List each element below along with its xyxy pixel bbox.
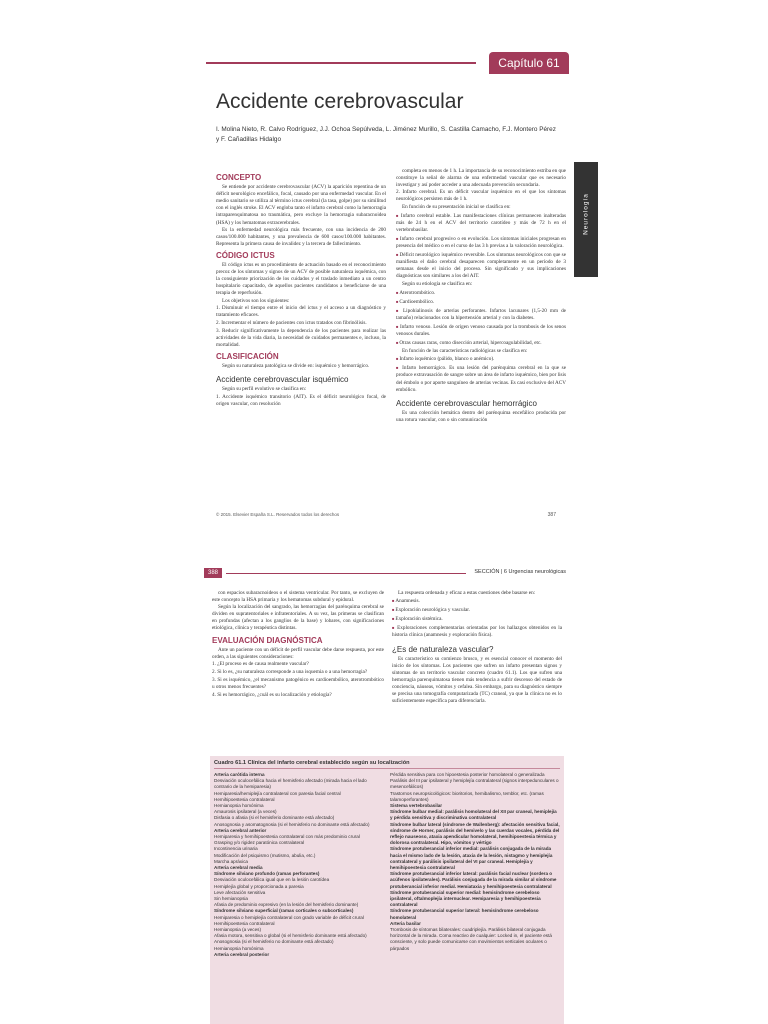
numbered-item: 1. ¿El proceso es de causa realmente vascular?	[212, 660, 309, 667]
page2-number: 388	[204, 568, 222, 578]
bullet-item: ■ Déficit neurológico isquémico reversible. Los síntomas neurológicos con que se manifiesta el daño cerebral desaparecen completamente en un período de 3 semanas desde el inicio del proceso. Sin significado y sus implicaciones diagnósticas son similares a los del AIT.	[396, 251, 566, 280]
box-heading: Síndrome protuberancial inferior lateral: parálisis facial nuclear (sordera o acúfenos ipsilaterales). Parálisis conjugada de la mirada similar al síndrome protuberancial inferior medial. Hemiataxia y hemihipoestesia contralateral	[390, 871, 557, 889]
box-heading: Sistema vertebrobasilar	[390, 803, 443, 809]
box-line: Hemihipoestesia contralateral	[214, 920, 275, 926]
paragraph: En función de las características radiológicas se clasifica en:	[402, 348, 528, 355]
paragraph: Según su naturaleza patológica se divide en: isquémico y hemorrágico.	[222, 363, 370, 370]
paragraph: Según su etiología se clasifica en:	[402, 281, 473, 288]
paragraph: Se entiende por accidente cerebrovascular (ACV) la aparición repentina de un déficit neurológico encefálico, focal, causado por una enfermedad vascular. En el medio sanitario se utiliza al término ictus cerebral (la tasa, golpe) por su similitud con el inglés stroke. El ACV engloba tanto el infarto cerebral como la hemorragia intraparenquimatosa no traumática, pero excluye la hemorragia subaracnoidea (HSA) y los hematomas extracerebrales.	[216, 184, 386, 226]
box-line: Sin hemianopsia	[214, 896, 248, 902]
numbered-item: 2. Incrementar el número de pacientes con ictus tratados con fibrinólisis.	[216, 319, 367, 326]
subsection-heading: ¿Es de naturaleza vascular?	[392, 644, 494, 654]
box-heading: Síndrome protuberancial superior lateral: hemisíndrome cerebeloso homolateral	[390, 908, 539, 920]
box-line: Hemianopsia homónima	[214, 945, 264, 951]
page-upper	[196, 0, 572, 540]
box-line: Trastornos neuropsicológicos: bioritorios, hemibalismo, temblor, etc. (ramas talamoperforantes)	[390, 790, 544, 802]
box-heading: Síndrome bulbar lateral (síndrome de Wallenberg): afectación sensitiva facial, síndrome de Horner, parálisis del hemivelo y las cuerdas vocales, pérdida del reflejo nauseoso, ataxia apendicular homolateral, hemihipoestesia térmica y dolorosa contralateral. Hipo, vómitos y vértigo	[390, 821, 560, 846]
paragraph: Es la enfermedad neurológica más frecuente, con una incidencia de 200 casos/100.000 habitantes, y una prevalencia de 600 casos/100.000 habitantes. Representa la primera causa de invalidez y la tercera de fallecimiento.	[216, 226, 386, 247]
page-footer	[216, 512, 556, 517]
box-line: Hemihipoestesia contralateral	[214, 796, 275, 802]
section-label: SECCIÓN | 6 Urgencias neurológicas	[474, 569, 566, 575]
box-line: Afasia de predominio expresivo (en la lesión del hemisferio dominante)	[214, 902, 359, 908]
paragraph: En función de su presentación inicial se clasifica en:	[402, 204, 511, 211]
section-heading: CONCEPTO	[216, 173, 262, 182]
numbered-item: 2. Si lo es, ¿su naturaleza corresponde a una isquemia o a una hemorragia?	[212, 668, 368, 675]
page2-left-column	[212, 590, 384, 700]
paragraph: Los objetivos son los siguientes:	[222, 297, 290, 304]
bullet-item: ■ Infarto isquémico (pálido, blanco o anémico).	[396, 355, 566, 363]
numbered-item: 1. Disminuir el tiempo entre el inicio del ictus y el acceso a un diagnóstico y tratamiento eficaces.	[216, 304, 386, 318]
page2-header	[206, 568, 566, 580]
box-title: Cuadro 61.1 Clínica del infarto cerebral establecido según su localización	[214, 760, 560, 769]
bullet-item: ■ Exploración neurológica y vascular.	[392, 606, 562, 614]
box-line: Trombosis de síntomas bilaterales: cuadriplejía. Parálisis bilateral conjugada horizontal de la mirada. Coma reactivo de cualquier: Locked in, el paciente está consciente, y solo puede comunicarse con movimientos verticales oculares o párpados	[390, 927, 552, 951]
paragraph: Es característico su comienzo brusco, y es esencial conocer el momento del inicio de los síntomas. Los pacientes que sufren un infarto presentan signos y síntomas de un territorio vascular concreto (cuadro 61.1). Los que sufren una hemorragia parenquimatosa tienen más tendencia a sufrir descenso del estado de conciencia, náuseas, vómitos y cefalea. Sin embargo, para su diagnóstico siempre se precisa una tomografía computarizada (TC) craneal, ya que la clínica no es lo suficientemente específica para diferenciarla.	[392, 655, 562, 705]
box-line: Grasping y/o rigidez paratónica contralateral	[214, 840, 305, 846]
header-rule	[226, 573, 466, 574]
box-line: Hemiparesia y hemihipoestesia contralateral con más predominio crural	[214, 834, 360, 840]
box-heading: Síndrome silviano profundo (ramas perforantes)	[214, 871, 320, 877]
page2-right-column	[392, 590, 562, 705]
page-lower	[196, 560, 572, 1024]
box-line: Pérdida sensitiva para con hipoestesia posterior homolateral o generalizada	[390, 772, 545, 777]
box-heading: Arteria basilar	[390, 920, 421, 926]
box-heading: Síndrome bulbar medial: parálisis homolateral del XII par craneal, hemiplejía y pérdida sensitiva y discriminativa contralateral	[390, 809, 557, 821]
section-heading: CLASIFICACIÓN	[216, 352, 279, 362]
box-line: Hemianopsia (a veces)	[214, 927, 261, 933]
box-heading: Arteria cerebral posterior	[214, 951, 270, 957]
numbered-item: 2. Infarto cerebral. Es un déficit vascular isquémico en el que los síntomas neurológicos persisten más de 1 h.	[396, 189, 566, 203]
bullet-item: ■ Infarto cerebral progresivo o en evolución. Los síntomas iniciales progresan en presencia del médico o en el curso de las 3 h previas a la valoración neurológica.	[396, 235, 566, 250]
box-heading: Síndrome protuberancial superior medial: hemisíndrome cerebeloso ipsilateral, oftalmoplejía internuclear. Hemiparesia y hemihipoestesia contralateral	[390, 889, 541, 908]
copyright-note: © 2015. Elsevier España S.L. Reservados todos los derechos	[216, 512, 340, 517]
box-line: Anosognosia y asomatognosia (si el hemisferio no dominante está afectado)	[214, 821, 370, 827]
box-line: Incontinencia urinaria	[214, 846, 258, 852]
authors: I. Molina Nieto, R. Calvo Rodríguez, J.J. Ochoa Sepúlveda, L. Jiménez Murillo, S. Castilla Camacho, F.J. Montero Pérez y F. Cañadillas Hidalgo	[216, 126, 556, 143]
bullet-item: ■ Otras causas raras, como disección arterial, hipercoagulabilidad, etc.	[396, 339, 566, 347]
numbered-item: 3. Si es isquémico, ¿el mecanismo patogénico es cardioembólico, aterotrombótico u otros menos frecuentes?	[212, 677, 384, 691]
box-heading: Arteria cerebral anterior	[214, 827, 267, 833]
paragraph: Según la localización del sangrado, las hemorragias del parénquima cerebral se dividen en supratentoriales e infratentoriales. A su vez, las primeras se clasifican en profundas (afectan a los ganglios de la base) y lobares, con significaciones etiológica, clínica y terapéutica distintas.	[212, 604, 384, 632]
chapter-label: Capítulo 61	[489, 52, 569, 74]
paragraph: con espacios subaracnoideos o el sistema ventricular. Por tanto, se excluyen de este concepto la HSA primaria y los hematomas subdural y epidural.	[212, 590, 384, 604]
clinical-box	[210, 756, 564, 1024]
bullet-item: ■ Exploraciones complementarias orientadas por los hallazgos obtenidos en la historia clínica (anamnesis y exploración física).	[392, 624, 562, 639]
box-heading: Arteria cerebral media	[214, 865, 263, 871]
box-line: Desviación oculocefálica hacia el hemisferio afectado (mirada hacia el lado contrario de la hemiparesia)	[214, 778, 367, 790]
page1-left-column	[216, 170, 386, 409]
page1-right-column	[396, 168, 566, 424]
box-heading: Síndrome silviano superficial (ramas corticales o subcorticales)	[214, 908, 354, 914]
chapter-rule	[206, 62, 476, 64]
subsection-heading: Accidente cerebrovascular isquémico	[216, 375, 349, 385]
bullet-item: ■ Infarto hemorrágico. Es una lesión del parénquima cerebral en la que se produce extravasación de sangre sobre un área de infarto isquémico, bien por lisis del émbolo o por aporte sanguíneo de arterias vecinas. Es casi exclusivo del ACV embólico.	[396, 364, 566, 393]
bullet-item: ■ Exploración sistémica.	[392, 615, 562, 623]
box-line: Parálisis del III par ipsilateral y hemiplejía contralateral (signos interpedunculares o mesencefálicos)	[390, 778, 559, 790]
box-line: Afasia motora, sensitiva o global (si el hemisferio dominante está afectado)	[214, 933, 367, 939]
bullet-item: ■ Lipohialinosis de arterias perforantes. Infartos lacunares (1,5-20 mm de tamaño) relacionados con la hipertensión arterial y con la diabetes.	[396, 307, 566, 322]
section-heading: CÓDIGO ICTUS	[216, 250, 275, 260]
side-tab-label: Neurología	[582, 193, 590, 235]
box-line: Modificación del psiquismo (mutismo, abulia, etc.)	[214, 852, 316, 858]
box-line: Hemiparesia o hemiplejía contralateral con grado variable de déficit crural	[214, 914, 364, 920]
bullet-item: ■ Cardioembólico.	[396, 298, 566, 306]
paragraph: Ante un paciente con un déficit de perfil vascular debe darse respuesta, por este orden, a las siguientes consideraciones:	[212, 646, 384, 660]
box-heading: Arteria carótida interna	[214, 772, 265, 777]
paragraph: El código ictus es un procedimiento de actuación basado en el reconocimiento precoz de los síntomas y signos de un ACV de posible naturaleza isquémica, con la consiguiente priorización de los cuidados y el traslado inmediato a un centro hospitalario capacitado, de aquellos pacientes candidatos a beneficiarse de una terapia de reperfusión.	[216, 262, 386, 297]
box-heading: Síndrome protuberancial inferior medial: parálisis conjugada de la mirada hacia el mismo lado de la lesión, ataxia de la lesión, nistagmo y hemiplejía contralateral y parálisis ipsilateral del VI par craneal. Hemiplejía y hemihipoestesia contralateral	[390, 846, 553, 871]
numbered-item: 1. Accidente isquémico transitorio (AIT). Es el déficit neurológico focal, de origen vascular, con resolución	[216, 393, 386, 407]
numbered-item: 3. Reducir significativamente la dependencia de los pacientes para realizar las actividades de la vida diaria, la necesidad de cuidados permanentes e, incluso, la mortalidad.	[216, 327, 386, 349]
box-right-column	[390, 772, 560, 952]
chapter-header	[206, 52, 586, 74]
section-side-tab	[574, 162, 598, 277]
box-line: Desviación oculocefálica igual que en la lesión carotídea	[214, 877, 330, 883]
subsection-heading: Accidente cerebrovascular hemorrágico	[396, 398, 537, 408]
box-line: Hemiparesia/hemiplejía contralateral con paresia facial central	[214, 790, 341, 796]
page-number: 387	[547, 512, 556, 518]
box-line: Hemiplejía global y proporcionada a paresia	[214, 883, 304, 889]
box-line: Hemianopsia homónima	[214, 803, 264, 809]
paragraph: Según su perfil evolutivo se clasifica en:	[222, 386, 307, 393]
section-heading: EVALUACIÓN DIAGNÓSTICA	[212, 635, 323, 645]
numbered-item: 4. Si es hemorrágico, ¿cuál es su localización y etiología?	[212, 692, 332, 699]
bullet-item: ■ Aterotrombótico.	[396, 289, 566, 297]
bullet-item: ■ Infarto cerebral estable. Las manifestaciones clínicas permanecen inalteradas más de 24 h en el ACV del territorio carotídeo y más de 72 h en el vertebrobasilar.	[396, 212, 566, 234]
bullet-item: ■ Infarto venoso. Lesión de origen venoso causada por la trombosis de los senos venosos durales.	[396, 323, 566, 338]
box-left-column	[214, 772, 384, 958]
paragraph: Es una colección hemática dentro del parénquima encefálico producida por una rotura vascular, con o sin comunicación	[396, 409, 566, 423]
box-line: Marcha apráxica	[214, 858, 248, 864]
box-line: Leve afectación sensitiva	[214, 889, 266, 895]
box-line: Amaurosis ipsilateral (a veces)	[214, 809, 277, 815]
box-line: Anosognosia (si el hemisferio no dominante está afectado)	[214, 939, 334, 945]
bullet-item: ■ Anamnesis.	[392, 597, 562, 605]
box-line: Disfasia o afasia (si el hemisferio dominante está afectado)	[214, 815, 335, 821]
paragraph: La respuesta ordenada y eficaz a estas cuestiones debe basarse en:	[398, 590, 536, 596]
chapter-title: Accidente cerebrovascular	[216, 90, 464, 113]
paragraph: completa en menos de 1 h. La importancia de su reconocimiento estriba en que constituye la señal de alarma de una enfermedad vascular que es necesario investigar y así poder acceder a una adecuada prevención secundaria.	[396, 168, 566, 189]
